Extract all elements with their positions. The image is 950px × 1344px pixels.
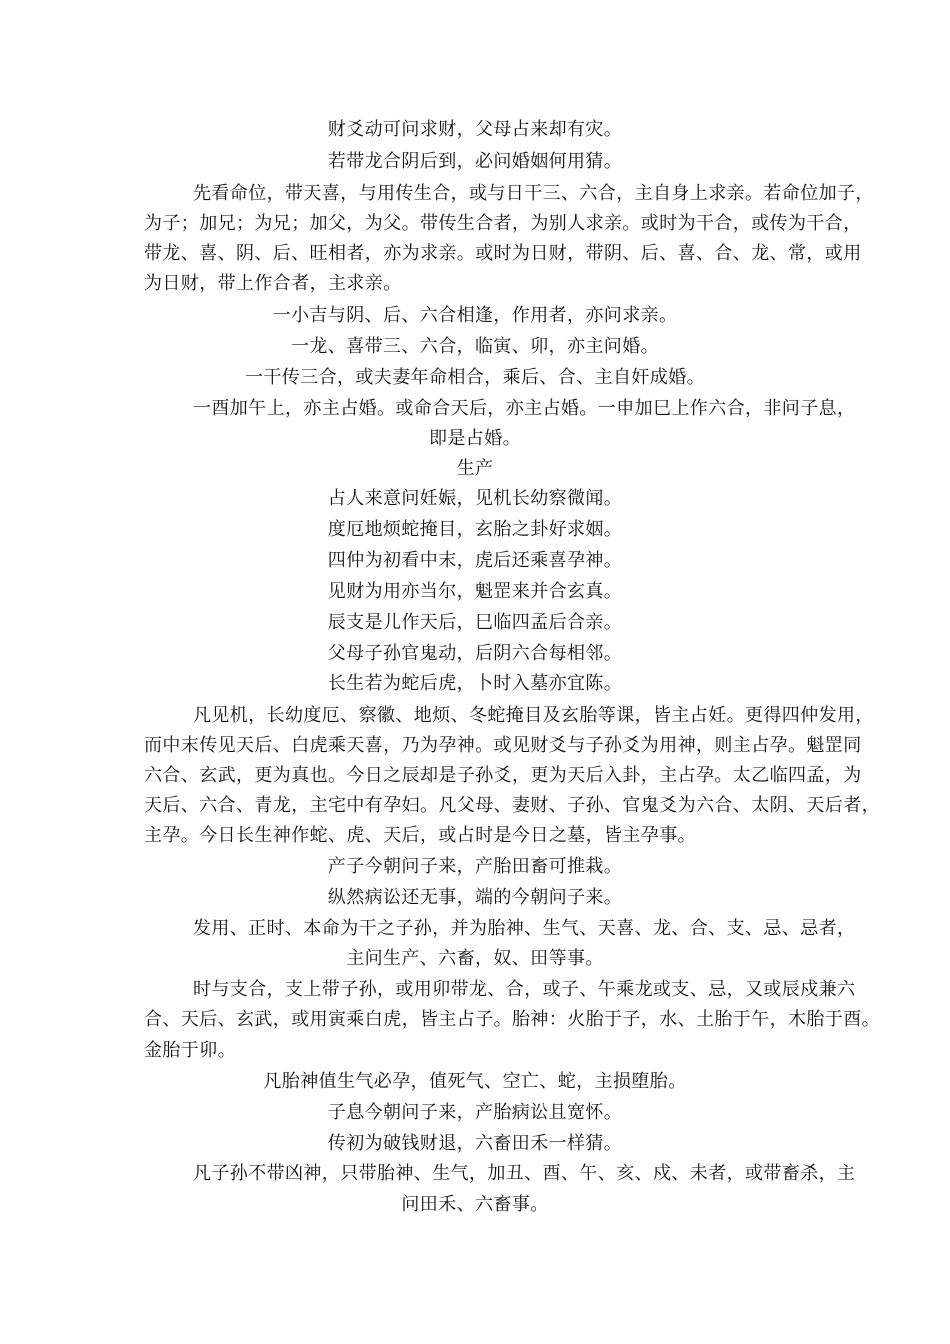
note-line: 一龙、喜带三、六合，临寅、卯，亦主问婚。	[291, 336, 659, 357]
note-line: 主问生产、六畜，奴、田等事。	[346, 948, 604, 969]
note-line: 凡胎神值生气必孕，值死气、空亡、蛇，主损堕胎。	[263, 1071, 687, 1092]
paragraph-line: 主孕。今日长生神作蛇、虎、天后，或占时是今日之墓，皆主孕事。	[144, 825, 696, 846]
verse-line: 若带龙合阴后到，必问婚姻何用猜。	[327, 151, 623, 172]
note-line: 凡子孙不带凶神，只带胎神、生气，加丑、酉、午、亥、戍、未者，或带畜杀，主	[193, 1163, 856, 1184]
verse-line: 子息今朝问子来，产胎病讼且宽怀。	[327, 1102, 623, 1123]
paragraph-line: 先看命位，带天喜，与用传生合，或与日干三、六合，主自身上求亲。若命位加子，	[193, 183, 874, 204]
verse-line: 传初为破钱财退，六畜田禾一样猜。	[327, 1133, 623, 1154]
note-line: 即是占婚。	[429, 428, 521, 449]
section-heading: 生产	[456, 458, 494, 479]
paragraph-line: 六合、玄武，更为真也。今日之辰却是子孙爻，更为天后入卦，主占孕。太乙临四孟，为	[144, 765, 862, 786]
note-line: 发用、正时、本命为干之子孙，并为胎神、生气、天喜、龙、合、支、忌、忌者，	[193, 918, 856, 939]
verse-line: 财爻动可问求财，父母占来却有灾。	[327, 119, 623, 140]
note-line: 问田禾、六畜事。	[401, 1194, 549, 1215]
paragraph-line: 时与支合，支上带子孙，或用卯带龙、合，或子、午乘龙或支、忌，又或辰戍兼六	[193, 979, 856, 1000]
verse-line: 父母子孙官鬼动，后阴六合每相邻。	[327, 643, 623, 664]
note-line: 一酉加午上，亦主占婚。或命合天后，亦主占婚。一申加巳上作六合，非问子息，	[193, 398, 856, 419]
paragraph-line: 带龙、喜、阴、后、旺相者，亦为求亲。或时为日财，带阴、后、喜、合、龙、常，或用	[144, 243, 862, 264]
verse-line: 占人来意问妊娠，见机长幼察微闻。	[327, 488, 623, 509]
verse-line: 长生若为蛇后虎，卜时入墓亦宜陈。	[327, 673, 623, 694]
verse-line: 辰支是儿作天后，巳临四孟后合亲。	[327, 612, 623, 633]
note-line: 一小吉与阴、后、六合相逢，作用者，亦问求亲。	[272, 305, 678, 326]
verse-line: 产子今朝问子来，产胎田畜可推栽。	[327, 856, 623, 877]
verse-line: 纵然病讼还无事，端的今朝问子来。	[327, 887, 623, 908]
paragraph-line: 为子；加兄；为兄；加父，为父。带传生合者，为别人求亲。或时为干合，或传为干合，	[144, 213, 862, 234]
paragraph-line: 为日财，带上作合者，主求亲。	[144, 273, 402, 294]
verse-line: 度厄地烦蛇掩目，玄胎之卦好求姻。	[327, 519, 623, 540]
note-line: 一干传三合，或夫妻年命相合，乘后、合、主自奸成婚。	[245, 367, 705, 388]
paragraph-line: 而中末传见天后、白虎乘天喜，乃为孕神。或见财爻与子孙爻为用神，则主占孕。魁罡同	[144, 735, 862, 756]
paragraph-line: 凡见机，长幼度厄、察徽、地烦、冬蛇掩目及玄胎等课，皆主占妊。更得四仲发用，	[193, 705, 874, 726]
verse-line: 见财为用亦当尔，魁罡来并合玄真。	[327, 581, 623, 602]
paragraph-line: 合、天后、玄武，或用寅乘白虎，皆主占子。胎神：火胎于子，水、土胎于午，木胎于酉。	[144, 1009, 880, 1030]
paragraph-line: 天后、六合、青龙，主宅中有孕妇。凡父母、妻财、子孙、官鬼爻为六合、太阴、天后者，	[144, 795, 880, 816]
verse-line: 四仲为初看中末，虎后还乘喜孕神。	[327, 550, 623, 571]
paragraph-line: 金胎于卯。	[144, 1040, 236, 1061]
